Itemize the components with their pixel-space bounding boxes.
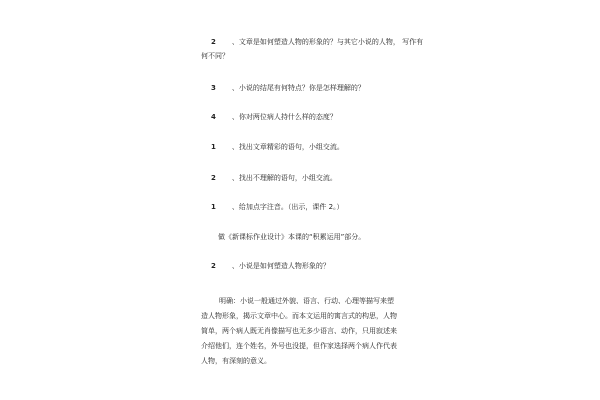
item-text: 、给加点字注音。（出示，课件 2。）: [231, 203, 344, 211]
item-number: 2: [211, 174, 216, 182]
answer-paragraph: 明确：小说一般通过外貌、语言、行动、心理等描写来塑造人物形象，揭示文章中心。而本文运用的寓言式的构思，人物简单，两个病人既无肖像描写也无多少语言、动作，只用寂述来介绍他们，连个姓名，外号也没提，但作家选择两个病人作代表人物，有深刻的意义。: [201, 297, 397, 365]
item-text: 、小说是如何塑造人物形象的？: [231, 262, 330, 270]
question-line: [211, 38, 423, 47]
item-number: 2: [211, 262, 216, 270]
item-number: 3: [211, 84, 216, 92]
item-text: 、小说的结尾有何特点？你是怎样理解的？: [231, 84, 365, 92]
item-text: 做《新课标作业设计》本课的“积累运用”部分。: [218, 233, 366, 241]
task-line: [211, 174, 337, 183]
homework-line: [218, 233, 365, 242]
item-text: 、找出不理解的语句，小组交流。: [231, 174, 337, 182]
question-line: [211, 84, 365, 93]
item-number: 4: [211, 113, 216, 121]
task-line: [211, 143, 344, 152]
question-line-continued: [201, 52, 229, 61]
item-number: 2: [211, 38, 216, 46]
item-text: 何不同？: [201, 52, 229, 60]
item-text: 、找出文章精彩的语句，小组交流。: [231, 143, 344, 151]
question-line: [211, 262, 330, 271]
item-text: 、文章是如何塑造人物的形象的？与其它小说的人物， 写作有: [231, 38, 424, 46]
question-line: [211, 113, 337, 122]
item-number: 1: [211, 203, 216, 211]
item-text: 、你对两位病人持什么样的态度？: [231, 113, 337, 121]
task-line: [211, 203, 344, 212]
item-number: 1: [211, 143, 216, 151]
